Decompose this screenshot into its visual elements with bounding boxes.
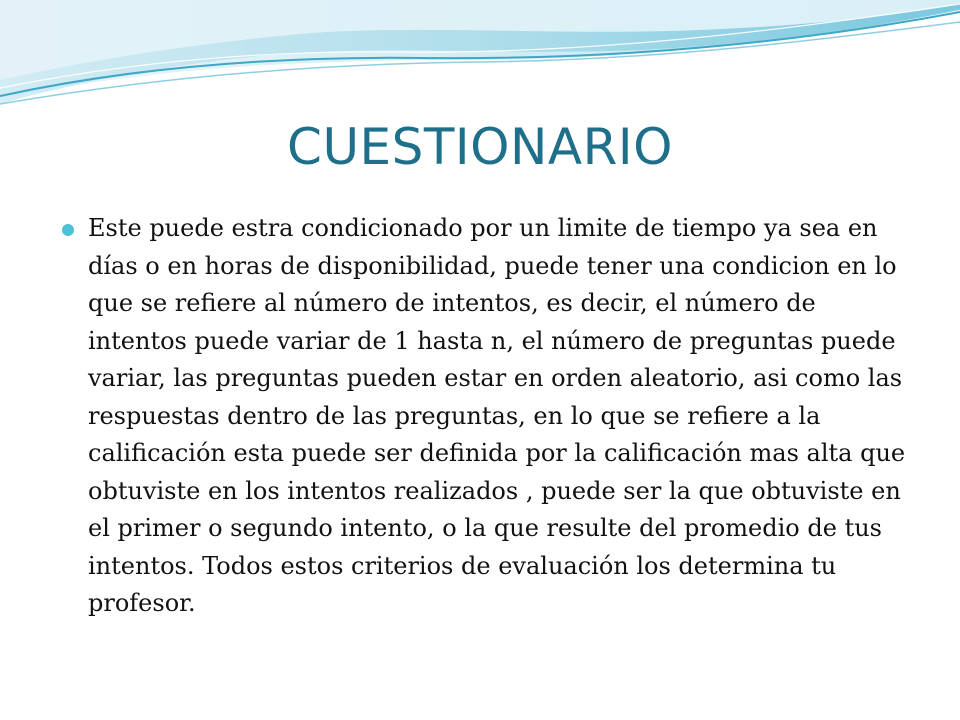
bullet-item (60, 210, 910, 623)
bullet-dot-icon (62, 224, 74, 236)
slide-body (60, 210, 910, 623)
slide-title: CUESTIONARIO (287, 118, 673, 176)
bullet-text: Este puede estra condicionado por un limite de tiempo ya sea en días o en horas de disponibilidad, puede tener una condicion en lo que se refiere al número de intentos, es decir, el número de intentos puede variar de 1 hasta n, el número de preguntas puede variar, las preguntas pueden estar en orden aleatorio, asi como las respuestas dentro de las preguntas, en lo que se refiere a la calificación esta puede ser definida por la calificación mas alta que obtuviste en los intentos realizados , puede ser la que obtuviste en el primer o segundo intento, o la que resulte del promedio de tus intentos. Todos estos criterios de evaluación los determina tu profesor. (88, 214, 906, 617)
header-wave-decoration (0, 0, 960, 120)
